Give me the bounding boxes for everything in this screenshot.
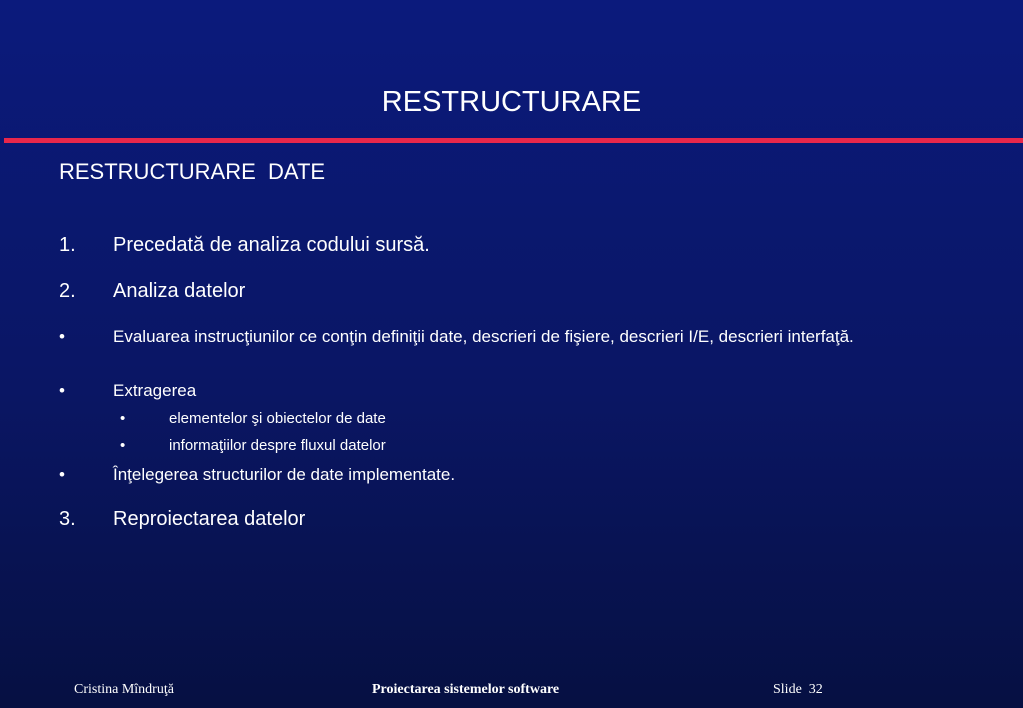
slide-subtitle: RESTRUCTURARE DATE <box>59 159 326 184</box>
bullet: • <box>59 381 65 400</box>
list-item-text: elementelor şi obiectelor de date <box>169 410 386 427</box>
list-item-text: Înţelegerea structurilor de date implementate. <box>113 465 456 484</box>
footer-slide-number: Slide 32 <box>773 682 823 697</box>
slide-title: RESTRUCTURARE <box>381 86 642 118</box>
list-number: 3. <box>59 508 76 530</box>
list-item-text: Evaluarea instrucţiunilor ce conţin definiţii date, descrieri de fişiere, descrieri I/E, descrieri interfaţă. <box>113 327 854 346</box>
title-divider <box>4 138 1023 143</box>
list-item-text: Analiza datelor <box>113 280 246 302</box>
bullet: • <box>120 437 126 454</box>
footer-author: Cristina Mîndruţă <box>74 682 174 697</box>
bullet: • <box>120 410 126 427</box>
bullet: • <box>59 465 65 484</box>
bullet: • <box>59 327 65 346</box>
list-item-text: Reproiectarea datelor <box>113 508 306 530</box>
list-number: 2. <box>59 280 76 302</box>
list-number: 1. <box>59 234 76 256</box>
list-item-text: Extragerea <box>113 381 197 400</box>
footer-course-title: Proiectarea sistemelor software <box>372 682 560 697</box>
list-item-text: informaţiilor despre fluxul datelor <box>169 437 386 454</box>
list-item-text: Precedată de analiza codului sursă. <box>113 234 430 256</box>
